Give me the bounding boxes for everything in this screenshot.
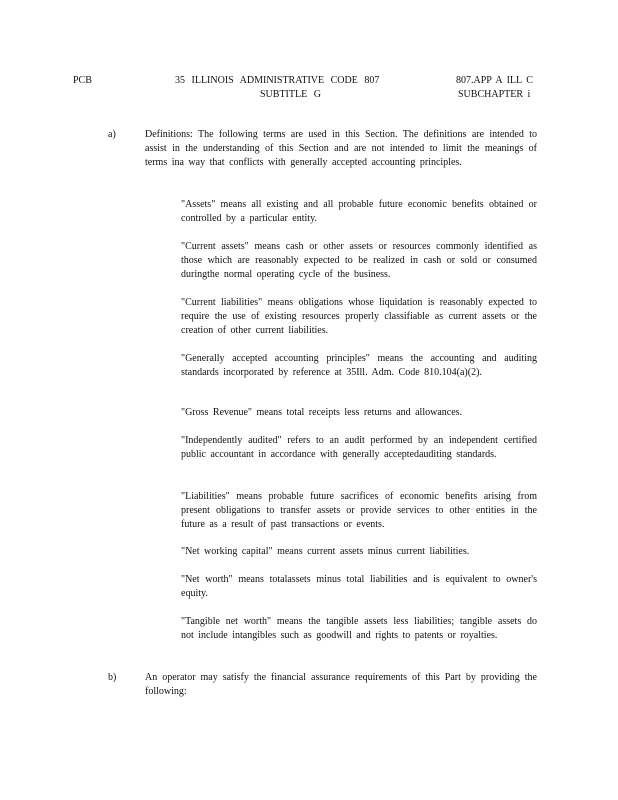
definition-independently-audited: "Independently audited" refers to an audit performed by an independent certified public accountant in accordance with generally acceptedauditing standards.	[181, 435, 537, 460]
section-b-text: An operator may satisfy the financial assurance requirements of this Part by providing the following:	[145, 672, 537, 697]
definition-gross-revenue: "Gross Revenue" means total receipts less returns and allowances.	[181, 407, 463, 418]
definition-liabilities: "Liabilities" means probable future sacrifices of economic benefits arising from present obligations to transfer assets or provide services to other entities in the future as a result of past transactions or events.	[181, 491, 537, 530]
header-subchapter: SUBCHAPTER i	[458, 89, 531, 100]
section-a-marker: a)	[108, 129, 116, 140]
definition-current-liabilities: "Current liabilities" means obligations whose liquidation is reasonably expected to require the use of existing resources properly classifiable as current assets or the creation of other current liabilities.	[181, 297, 537, 336]
definition-assets: "Assets" means all existing and all probable future economic benefits obtained or controlled by a particular entity.	[181, 199, 537, 224]
definition-net-worth: "Net worth" means totalassets minus total liabilities and is equivalent to owner's equity.	[181, 574, 537, 599]
section-b-marker: b)	[108, 672, 117, 683]
definitions-intro: Definitions: The following terms are used in this Section. The definitions are intended to assist in the understanding of this Section and are not intended to limit the meanings of terms ina way that conflicts with generally accepted accounting principles.	[145, 129, 537, 168]
header-agency: PCB	[73, 75, 92, 86]
definition-net-working-capital: "Net working capital" means current assets minus current liabilities.	[181, 546, 470, 557]
header-subtitle: SUBTITLE G	[260, 89, 321, 100]
header-section-ref: 807.APP A ILL C	[456, 75, 533, 86]
definition-current-assets: "Current assets" means cash or other assets or resources commonly identified as those which are reasonably expected to be realized in cash or sold or consumed duringthe normal operating cycle of the business.	[181, 241, 537, 280]
header-code-title: 35 ILLINOIS ADMINISTRATIVE CODE 807	[175, 75, 380, 86]
definition-gaap: "Generally accepted accounting principles" means the accounting and auditing standards incorporated by reference at 35Ill. Adm. Code 810.104(a)(2).	[181, 353, 537, 378]
definition-tangible-net-worth: "Tangible net worth" means the tangible assets less liabilities; tangible assets do not include intangibles such as goodwill and rights to patents or royalties.	[181, 616, 537, 641]
